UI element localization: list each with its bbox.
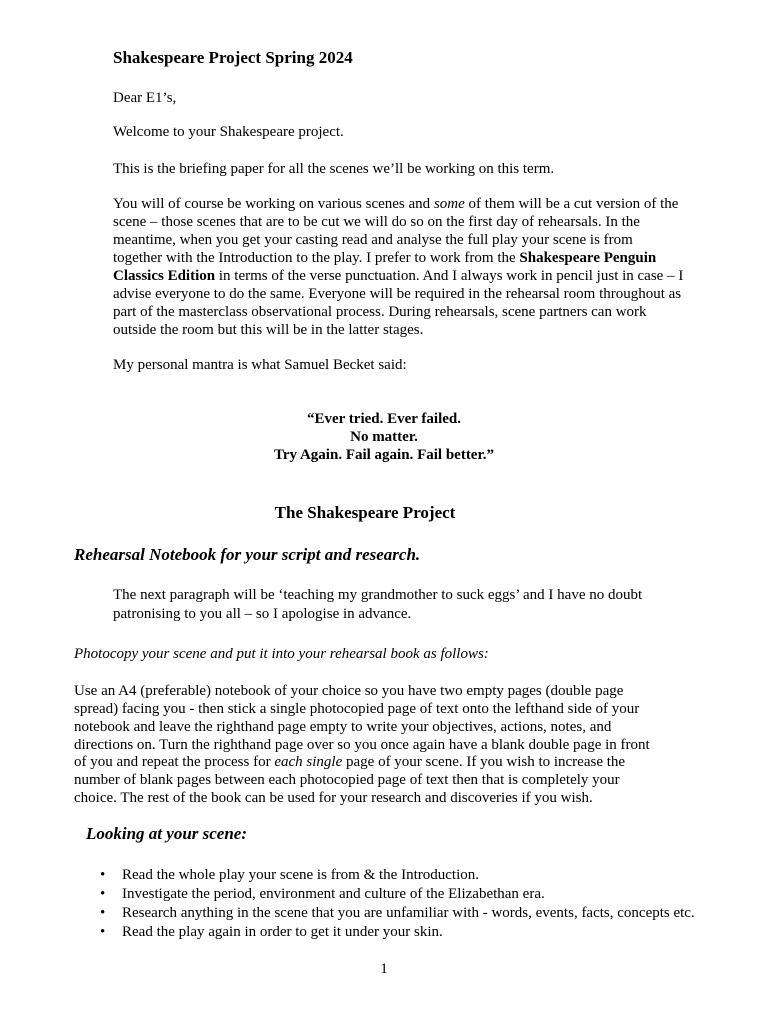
quote-line: “Ever tried. Ever failed.: [307, 411, 461, 427]
page-number: 1: [380, 961, 388, 977]
paragraph-line: Use an A4 (preferable) notebook of your choice so you have two empty pages (double page: [74, 683, 624, 699]
briefing-line: This is the briefing paper for all the scenes we’ll be working on this term.: [113, 161, 555, 177]
paragraph-line: The next paragraph will be ‘teaching my grandmother to suck eggs’ and I have no doubt: [113, 587, 643, 603]
paragraph-line: scene – those scenes that are to be cut we will do so on the first day of rehearsals. In the: [113, 214, 640, 230]
paragraph-line: patronising to you all – so I apologise in advance.: [113, 606, 412, 622]
scene-heading: Looking at your scene:: [86, 824, 248, 843]
bold-edition-name: Classics Edition: [113, 268, 216, 284]
list-item: Research anything in the scene that you are unfamiliar with - words, events, facts, concepts etc.: [122, 905, 695, 921]
paragraph-line: outside the room but this will be in the latter stages.: [113, 322, 424, 338]
list-item: Read the whole play your scene is from & the Introduction.: [122, 867, 479, 883]
welcome-line: Welcome to your Shakespeare project.: [113, 124, 344, 140]
paragraph-line: notebook and leave the righthand page empty to write your objectives, actions, notes, and: [74, 719, 612, 735]
bullet-marker: •: [100, 867, 106, 883]
paragraph-line: of you and repeat the process for each single page of your scene. If you wish to increase the: [74, 754, 626, 770]
list-item: Read the play again in order to get it under your skin.: [122, 924, 443, 940]
section-title: The Shakespeare Project: [274, 503, 456, 522]
quote-line: No matter.: [350, 429, 418, 445]
paragraph-line: together with the Introduction to the play. I prefer to work from the Shakespeare Penguin: [113, 250, 657, 266]
photocopy-instruction: Photocopy your scene and put it into your rehearsal book as follows:: [74, 646, 489, 662]
mantra-line: My personal mantra is what Samuel Becket said:: [113, 357, 407, 373]
document-title: Shakespeare Project Spring 2024: [113, 48, 353, 67]
paragraph-line: spread) facing you - then stick a single photocopied page of text onto the lefthand side of your: [74, 701, 640, 717]
bullet-marker: •: [100, 905, 106, 921]
paragraph-line: choice. The rest of the book can be used for your research and discoveries if you wish.: [74, 790, 593, 806]
bold-edition-name: Shakespeare Penguin: [519, 250, 657, 266]
emphasis-each-single: each single: [274, 754, 343, 770]
bullet-marker: •: [100, 886, 106, 902]
paragraph-line: Classics Edition in terms of the verse punctuation. And I always work in pencil just in case – I: [113, 268, 684, 284]
paragraph-line: directions on. Turn the righthand page over so you once again have a blank double page in front: [74, 737, 650, 753]
notebook-heading: Rehearsal Notebook for your script and research.: [74, 545, 421, 564]
bullet-marker: •: [100, 924, 106, 940]
quote-line: Try Again. Fail again. Fail better.”: [274, 447, 494, 463]
paragraph-line: You will of course be working on various scenes and some of them will be a cut version of the: [113, 196, 679, 212]
paragraph-line: meantime, when you get your casting read and analyse the full play your scene is from: [113, 232, 633, 248]
emphasis-some: some: [433, 196, 465, 212]
paragraph-line: advise everyone to do the same. Everyone will be required in the rehearsal room throughout as: [113, 286, 682, 302]
paragraph-line: number of blank pages between each photocopied page of text then that is completely your: [74, 772, 620, 788]
list-item: Investigate the period, environment and culture of the Elizabethan era.: [122, 886, 545, 902]
paragraph-line: part of the masterclass observational process. During rehearsals, scene partners can work: [113, 304, 647, 320]
greeting: Dear E1’s,: [113, 90, 177, 106]
